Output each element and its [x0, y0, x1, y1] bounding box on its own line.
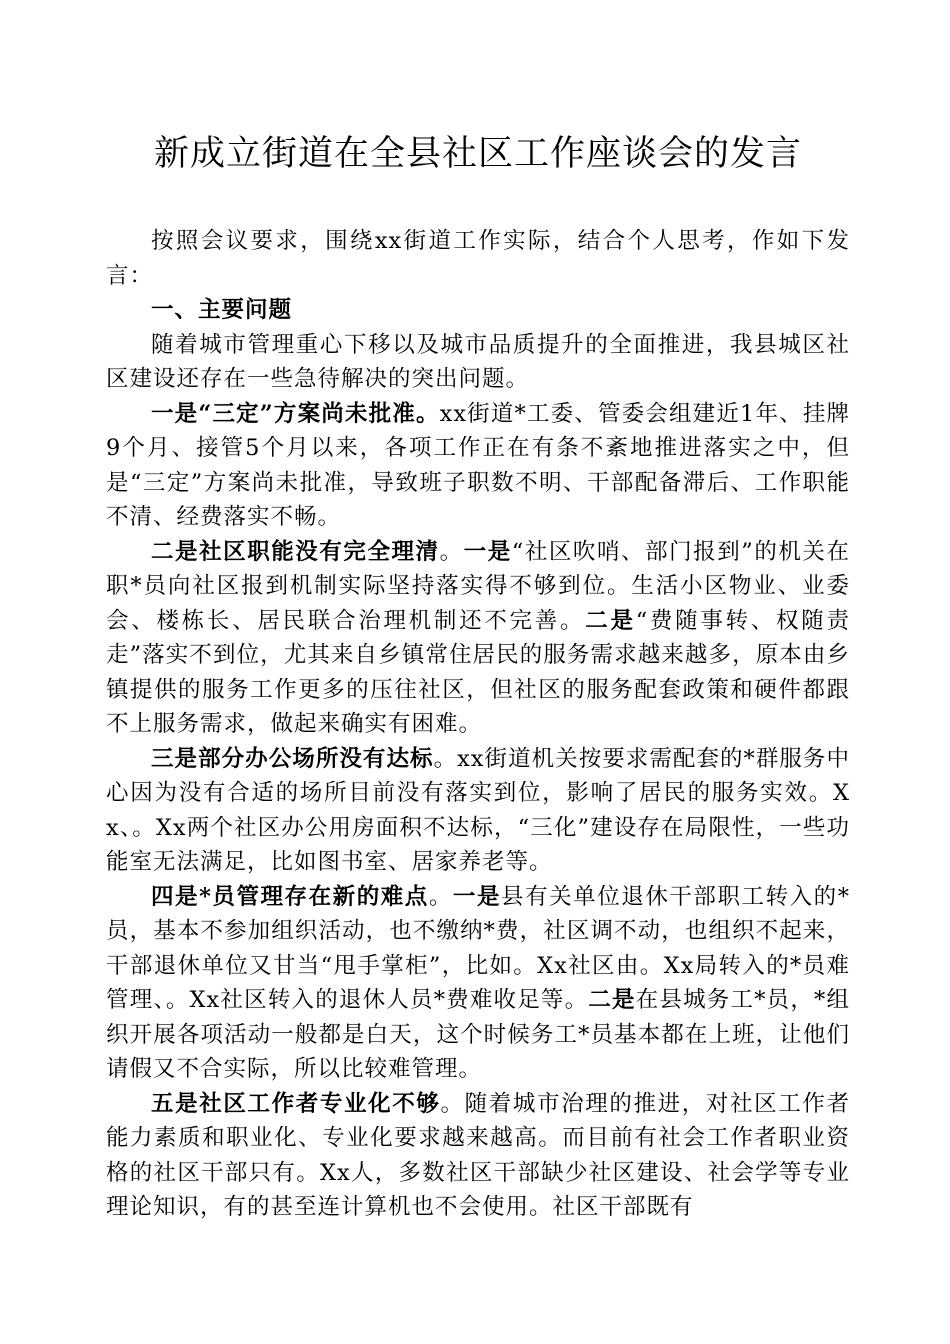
problem-4-sub2-text: 在县城务工*员，*组织开展各项活动一般都是白天，这个时候务工*员基本都在上班，让他们请假又不合实际，所以比较难管理。 — [106, 987, 850, 1082]
problem-2-lead: 二是社区职能没有完全理清 — [151, 538, 440, 565]
section-heading: 一、主要问题 — [151, 297, 293, 323]
problem-1-lead: 一是“三定”方案尚未批准。 — [151, 400, 440, 427]
problem-4-sub2-lead: 二是 — [588, 987, 636, 1013]
problem-3-lead: 三是部分办公场所没有达标 — [151, 745, 434, 772]
problem-2-sub2-lead: 二是 — [585, 607, 636, 634]
problem-2-sub1-lead: 一是 — [463, 538, 512, 565]
intro-paragraph: 按照会议要求，围绕xx街道工作实际，结合个人思考，作如下发言： — [106, 228, 850, 289]
problem-2-sub2-text: “费随事转、权随责走”落实不到位，尤其来自乡镇常住居民的服务需求越来越多，原本由乡镇提供的服务工作更多的压往社区，但社区的服务配套政策和硬件都跟不上服务需求，做起来确实有困难。 — [106, 607, 850, 737]
problem-4-lead: 四是*员管理存在新的难点 — [151, 883, 429, 910]
problem-paragraph-4 — [106, 880, 850, 1087]
problem-2-sub1-text: “社区吹哨、部门报到”的机关在职*员向社区报到机制实际坚持落实得不够到位。生活小区物业、业委会、楼栋长、居民联合治理机制还不完善。 — [106, 538, 850, 634]
problem-5-text: 。随着城市治理的推进，对社区工作者能力素质和职业化、专业化要求越来越高。而目前有社会工作者职业资格的社区干部只有。Xx人，多数社区干部缺少社区建设、社会学等专业理论知识，有的甚至连计算机也不会使用。社区干部既有 — [106, 1090, 850, 1220]
problem-3-text: 。xx街道机关按要求需配套的*群服务中心因为没有合适的场所目前没有落实到位，影响了居民的服务实效。Xx、。Xx两个社区办公用房面积不达标，“三化”建设存在局限性，一些功能室无法满足，比如图书室、居家养老等。 — [106, 745, 850, 875]
problem-4-punct: 。 — [428, 883, 453, 910]
problem-1-text: xx街道*工委、管委会组建近1年、挂牌9个月、接管5个月以来，各项工作正在有条不紊地推进落实之中，但是“三定”方案尚未批准，导致班子职数不明、干部配备滞后、工作职能不清、经费落实不畅。 — [106, 400, 850, 530]
problem-paragraph-2 — [106, 535, 850, 742]
problem-4-sub1-lead: 一是 — [452, 883, 502, 910]
problem-paragraph-5 — [106, 1087, 850, 1225]
document-title: 新成立街道在全县社区工作座谈会的发言 — [153, 134, 802, 174]
problem-5-lead: 五是社区工作者专业化不够 — [151, 1090, 441, 1117]
problem-4-sub1-text: 县有关单位退休干部职工转入的*员，基本不参加组织活动，也不缴纳*费，社区调不动，也组织不起来，干部退休单位又甘当“甩手掌柜”，比如。Xx社区由。Xx局转入的*员难管理、。Xx社区转入的退休人员*费难收足等。 — [106, 883, 850, 1013]
section-intro-paragraph: 随着城市管理重心下移以及城市品质提升的全面推进，我县城区社区建设还存在一些急待解决的突出问题。 — [106, 331, 850, 392]
problem-paragraph-3 — [106, 742, 850, 880]
problem-2-punct: 。 — [439, 538, 464, 565]
problem-paragraph-1 — [106, 397, 850, 535]
